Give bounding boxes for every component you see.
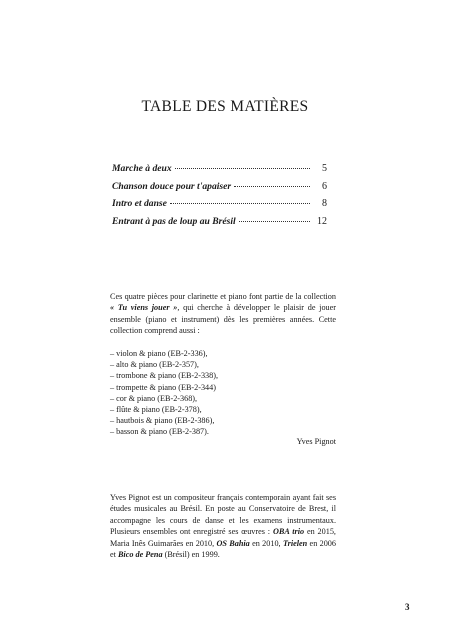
page-title: TABLE DES MATIÈRES [141,98,309,115]
intro-paragraph [110,291,336,337]
toc-entry-page: 5 [322,163,327,174]
collection-name: « Tu viens jouer » [110,303,178,313]
toc-leader-dots [175,168,310,169]
toc-leader-dots [234,186,310,187]
ensemble-name: OBA trio [272,527,305,537]
bio-text: en 2010, [249,538,283,548]
list-item: – alto & piano (EB-2-357), [110,360,199,370]
ensemble-name: Trielen [282,538,308,548]
toc-entry [112,195,327,213]
collection-list [110,348,336,438]
table-of-contents [112,160,327,230]
toc-entry-title: Marche à deux [112,163,172,174]
page-number: 3 [405,602,410,612]
author-signature: Yves Pignot [296,437,336,446]
list-item: – cor & piano (EB-2-368), [110,393,198,403]
toc-entry-page: 6 [322,180,327,192]
intro-text: , qui cherche à développer le plaisir de jouer ensemble (piano et instrument) dès les premières années. Cette collection comprend aussi : [110,303,336,336]
toc-entry-title: Entrant à pas de loup au Brésil [112,215,236,227]
toc-leader-dots [170,203,310,204]
bio-text: en 2006 et [110,538,336,560]
toc-entry [112,160,327,178]
ensemble-name: OS Bahia [216,538,250,548]
toc-entry-title: Chanson douce pour t'apaiser [112,180,232,192]
biography-paragraph [110,492,336,560]
list-item: – hautbois & piano (EB-2-386), [110,416,215,426]
bio-text: en 2015, Maria Inês Guimarães en 2010, [110,527,336,548]
bio-text: (Brésil) en 1999. [162,550,220,560]
list-item: – violon & piano (EB-2-336), [110,349,208,358]
list-item: – basson & piano (EB-2-387). [110,427,209,437]
toc-entry [112,178,327,196]
list-item: – trombone & piano (EB-2-338), [110,371,219,381]
list-item: – trompette & piano (EB-2-344) [110,382,216,392]
ensemble-name: Bico de Pena [117,550,163,560]
intro-text: Ces quatre pièces pour clarinette et piano font partie de la collection [110,292,336,301]
toc-entry-page: 8 [322,198,327,209]
toc-entry [112,213,327,231]
toc-entry-page: 12 [317,215,327,227]
toc-entry-title: Intro et danse [112,198,167,209]
list-item: – flûte & piano (EB-2-378), [110,405,202,415]
bio-text: Yves Pignot est un compositeur français contemporain ayant fait ses études musicales au Brésil. En poste au Conservatoire de Brest, il accompagne les cours de danse et les examens instrumentaux. Plusieurs ensembles ont enregistré ses œuvres : [110,493,336,537]
toc-leader-dots [239,221,310,222]
